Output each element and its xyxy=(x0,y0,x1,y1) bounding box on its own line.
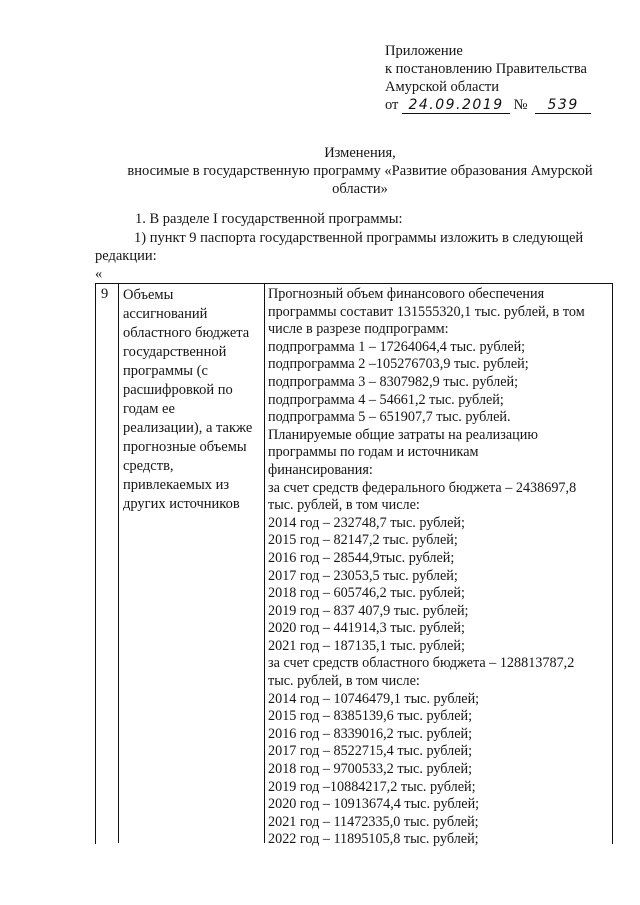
content-line: программы составит 131555320,1 тыс. рублей, в том xyxy=(268,303,585,320)
label-line: годам ее xyxy=(123,401,175,417)
label-line: ассигнований xyxy=(123,306,208,322)
document-subtitle-line-1: вносимые в государственную программу «Развитие образования Амурской xyxy=(127,163,593,179)
paragraph-line-1: 1) пункт 9 паспорта государственной программы изложить в следующей xyxy=(134,230,584,246)
appendix-date-line xyxy=(385,96,591,114)
content-line: Планируемые общие затраты на реализацию xyxy=(268,426,538,443)
table-content-cell xyxy=(268,286,608,849)
content-line: тыс. рублей, в том числе: xyxy=(268,673,420,690)
content-line: 2021 год – 187135,1 тыс. рублей; xyxy=(268,637,465,654)
content-line: подпрограмма 3 – 8307982,9 тыс. рублей; xyxy=(268,373,519,390)
date-prefix: от xyxy=(385,97,399,113)
label-line: программы (с xyxy=(123,363,208,379)
label-line: расшифровкой по xyxy=(123,382,233,398)
content-line: 2022 год – 11895105,8 тыс. рублей; xyxy=(268,831,479,848)
label-line: реализации), а также xyxy=(123,420,253,436)
handwritten-number: 539 xyxy=(535,98,591,114)
content-line: программы по годам и источникам xyxy=(268,444,479,461)
passport-table xyxy=(95,283,613,848)
label-line: областного бюджета xyxy=(123,325,250,341)
content-line: за счет средств областного бюджета – 128813787,2 xyxy=(268,655,575,672)
content-line: 2018 год – 9700533,2 тыс. рублей; xyxy=(268,761,473,778)
table-label-cell xyxy=(123,286,265,514)
appendix-block xyxy=(385,42,591,114)
paragraph-line-2: редакции: xyxy=(95,248,157,264)
content-line: за счет средств федерального бюджета – 2438697,8 xyxy=(268,479,577,496)
document-title: Изменения, xyxy=(324,145,396,161)
content-line: 2020 год – 441914,3 тыс. рублей; xyxy=(268,620,465,637)
content-line: 2021 год – 11472335,0 тыс. рублей; xyxy=(268,813,479,830)
content-line: Прогнозный объем финансового обеспечения xyxy=(268,286,545,302)
content-line: 2014 год – 232748,7 тыс. рублей; xyxy=(268,514,465,531)
label-line: прогнозные объемы xyxy=(123,439,247,455)
document-subtitle-line-2: области» xyxy=(332,181,388,197)
number-sign: № xyxy=(513,97,528,113)
content-line: 2015 год – 8385139,6 тыс. рублей; xyxy=(268,708,473,725)
content-line: финансирования: xyxy=(268,461,373,478)
content-line: 2016 год – 28544,9тыс. рублей; xyxy=(268,549,455,566)
content-line: подпрограмма 2 –105276703,9 тыс. рублей; xyxy=(268,356,529,373)
content-line: числе в разрезе подпрограмм: xyxy=(268,321,449,338)
content-line: подпрограмма 4 – 54661,2 тыс. рублей; xyxy=(268,391,504,408)
content-line: тыс. рублей, в том числе: xyxy=(268,497,420,514)
table-row-number: 9 xyxy=(101,286,109,302)
content-line: 2019 год –10884217,2 тыс. рублей; xyxy=(268,778,476,795)
appendix-resolution-line: к постановлению Правительства xyxy=(385,61,587,77)
table-column-divider-1 xyxy=(118,283,119,843)
label-line: государственной xyxy=(123,344,227,360)
appendix-title: Приложение xyxy=(385,43,463,59)
content-line: 2017 год – 23053,5 тыс. рублей; xyxy=(268,567,458,584)
label-line: Объемы xyxy=(123,287,174,303)
section-heading: 1. В разделе I государственной программы: xyxy=(135,211,403,227)
label-line: привлекаемых из xyxy=(123,477,230,493)
content-line: 2015 год – 82147,2 тыс. рублей; xyxy=(268,532,458,549)
opening-quote: « xyxy=(95,266,103,282)
label-line: других источников xyxy=(123,496,240,512)
handwritten-date: 24.09.2019 xyxy=(402,98,510,114)
content-line: 2014 год – 10746479,1 тыс. рублей; xyxy=(268,690,480,707)
content-line: 2018 год – 605746,2 тыс. рублей; xyxy=(268,585,465,602)
content-line: подпрограмма 5 – 651907,7 тыс. рублей. xyxy=(268,409,511,426)
content-line: 2016 год – 8339016,2 тыс. рублей; xyxy=(268,725,473,742)
appendix-region-line: Амурской области xyxy=(385,79,499,95)
content-line: подпрограмма 1 – 17264064,4 тыс. рублей; xyxy=(268,338,526,355)
content-line: 2019 год – 837 407,9 тыс. рублей; xyxy=(268,602,469,619)
content-line: 2017 год – 8522715,4 тыс. рублей; xyxy=(268,743,473,760)
label-line: средств, xyxy=(123,458,174,474)
content-line: 2020 год – 10913674,4 тыс. рублей; xyxy=(268,796,480,813)
